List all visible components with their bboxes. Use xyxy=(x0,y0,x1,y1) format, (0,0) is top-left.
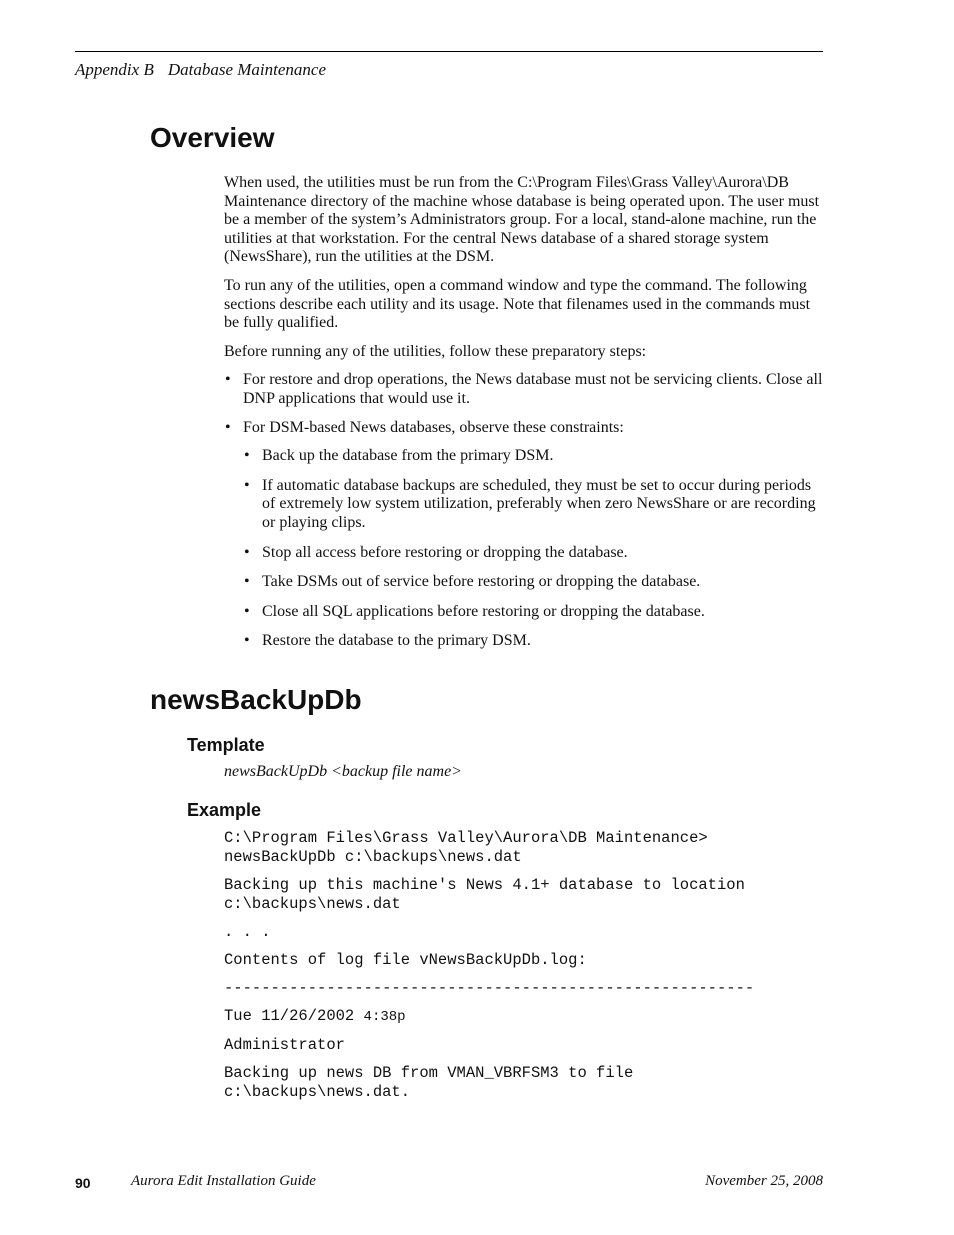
code-line: . . . xyxy=(224,923,271,941)
example-code-block xyxy=(224,829,824,1111)
code-line-date: Tue 11/26/2002 4:38p xyxy=(224,1007,406,1025)
list-item: • For DSM-based News databases, observe these constraints: • Back up the database from the primary DSM. • If automatic database backups are scheduled, they must be set to occur during periods of extremely low system utilization, preferably when zero NewsShare or are recording or playing clips. • Stop all access before restoring or dropping the database. • Take DSMs out of service before restoring or dropping the database. • Close all SQL applications before restoring or dropping the database. • Restore the database to the primary DSM. xyxy=(224,419,824,651)
overview-paragraph-2: To run any of the utilities, open a command window and type the command. The following sections describe each utility and its usage. Note that filenames used in the commands must be fully qualified. xyxy=(224,276,811,332)
list-item: • For restore and drop operations, the News database must not be servicing clients. Close all DNP applications that would use it. xyxy=(224,371,824,408)
publication-date: November 25, 2008 xyxy=(705,1173,823,1189)
preparatory-steps-list xyxy=(224,371,824,651)
header-rule xyxy=(75,51,823,52)
code-line: --------------------------------------------------------- xyxy=(224,979,755,997)
list-item: • Stop all access before restoring or dropping the database. xyxy=(243,544,824,563)
running-header xyxy=(75,60,326,80)
list-item: • Restore the database to the primary DSM. xyxy=(243,632,824,651)
code-line: Backing up news DB from VMAN_VBRFSM3 to file c:\backups\news.dat. xyxy=(224,1064,634,1101)
overview-body xyxy=(224,174,824,662)
code-line: Backing up this machine's News 4.1+ database to location c:\backups\news.dat xyxy=(224,876,745,913)
guide-title: Aurora Edit Installation Guide xyxy=(131,1173,316,1189)
code-time: 4:38p xyxy=(363,1009,406,1025)
code-line: C:\Program Files\Grass Valley\Aurora\DB Maintenance> newsBackUpDb c:\backups\news.dat xyxy=(224,829,708,866)
overview-heading: Overview xyxy=(150,122,275,153)
list-item: • If automatic database backups are scheduled, they must be set to occur during periods of extremely low system utilization, preferably when zero NewsShare or are recording or playing clips. xyxy=(243,477,824,533)
newsbackupdb-heading: newsBackUpDb xyxy=(150,684,362,715)
dsm-constraints-list xyxy=(243,447,824,651)
overview-paragraph-1: When used, the utilities must be run from the C:\Program Files\Grass Valley\Aurora\DB Maintenance directory of the machine whose database is being operated upon. The user must be a member of the system’s Administrators group. For a local, stand-alone machine, run the utilities at that workstation. For the central News database of a shared storage system (NewsShare), run the utilities at the DSM. xyxy=(224,174,820,266)
section-label: Database Maintenance xyxy=(167,60,326,79)
list-item: • Take DSMs out of service before restoring or dropping the database. xyxy=(243,573,824,592)
code-line: Administrator xyxy=(224,1036,345,1054)
page-number: 90 xyxy=(75,1175,91,1191)
appendix-label: Appendix B xyxy=(75,60,154,79)
template-heading: Template xyxy=(187,735,265,755)
template-syntax: newsBackUpDb <backup file name> xyxy=(224,763,462,780)
list-item: • Close all SQL applications before restoring or dropping the database. xyxy=(243,603,824,622)
example-heading: Example xyxy=(187,800,262,820)
code-line: Contents of log file vNewsBackUpDb.log: xyxy=(224,951,587,969)
list-item: • Back up the database from the primary DSM. xyxy=(243,447,824,466)
overview-paragraph-3: Before running any of the utilities, follow these preparatory steps: xyxy=(224,342,647,360)
